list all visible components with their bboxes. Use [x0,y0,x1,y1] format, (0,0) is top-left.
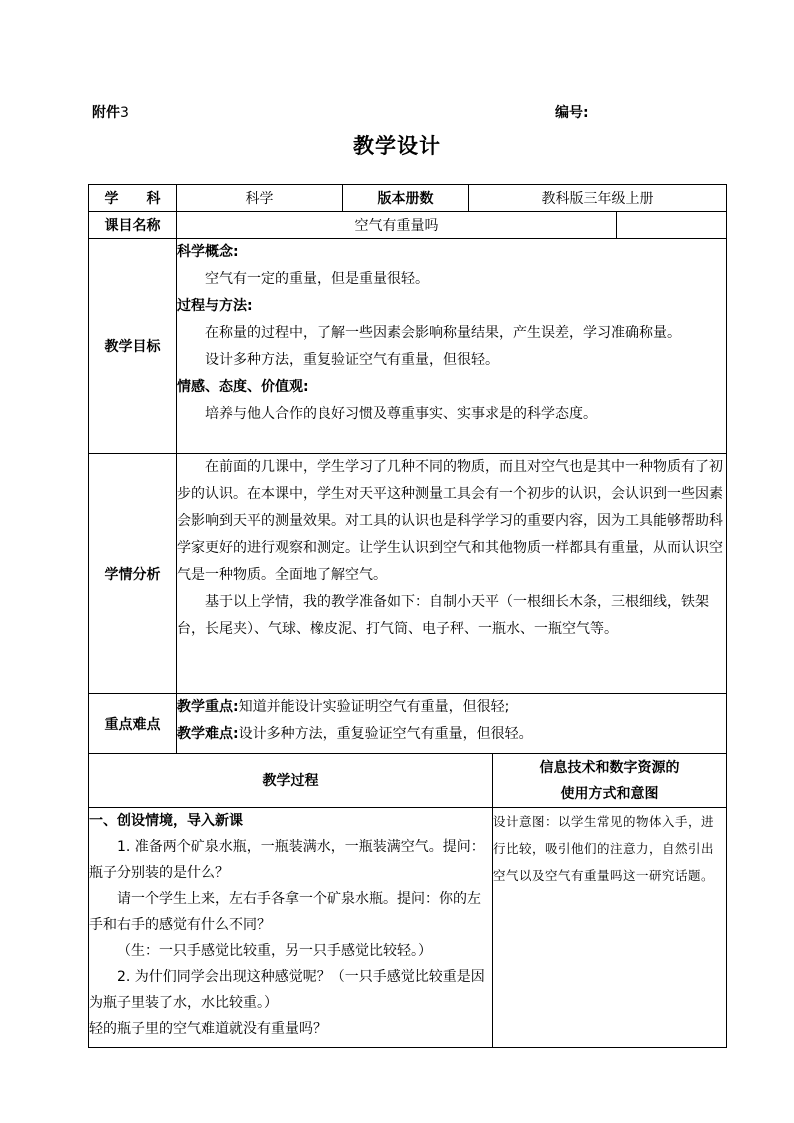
it-header-line-1: 信息技术和数字资源的 [539,759,680,776]
objectives-content [177,239,727,454]
keypoints-content [177,694,727,754]
process-text-2: 设计多种方法，重复验证空气有重量，但很轻。 [205,352,499,368]
course-extra-cell [617,212,727,239]
keypoints-label: 重点难点 [89,694,177,754]
key-text: 知道并能设计实验证明空气有重量，但很轻; [238,699,510,715]
keypoints-row [89,694,727,754]
attachment-number: 3 [120,105,129,121]
process-step-1: 1. 准备两个矿泉水瓶，一瓶装满水，一瓶装满空气。提问：瓶子分别装的是什么？ [89,839,485,881]
analysis-label: 学情分析 [89,454,177,694]
process-header-row [89,754,727,808]
analysis-paragraph-1: 在前面的几课中，学生学习了几种不同的物质，而且对空气也是其中一种物质有了初步的认识。在本课中，学生对天平这种测量工具会有一个初步的认识，会认识到一些因素会影响到天平的测量效果。对工具的认识也是科学学习的重要内容，因为工具能够帮助科学家更好的进行观察和测定。让学生认识到空气和其他物质一样都具有重量，从而认识空气是一种物质。全面地了解空气。 [177,459,723,583]
process-heading: 过程与方法: [177,298,253,314]
process-row [89,808,727,1048]
attitude-heading: 情感、态度、价值观: [177,379,309,395]
process-text-1: 在称量的过程中，了解一些因素会影响称量结果，产生误差，学习准确称量。 [205,325,681,341]
course-row [89,212,727,239]
process-content [89,808,493,1048]
edition-value: 教科版三年级上册 [469,185,727,212]
analysis-content [177,454,727,694]
process-header: 教学过程 [89,754,493,808]
key-heading: 教学重点: [177,699,239,715]
course-value: 空气有重量吗 [177,212,617,239]
process-step-1b: 请一个学生上来，左右手各拿一个矿泉水瓶。提问：你的左手和右手的感觉有什么不同？ [89,891,481,933]
process-step-3: 轻的瓶子里的空气难道就没有重量吗？ [89,1021,327,1037]
analysis-row [89,454,727,694]
process-step-2: 2. 为什们同学会出现这种感觉呢？（一只手感觉比较重是因为瓶子里装了水，水比较重。） [89,969,485,1011]
lesson-plan-table [88,184,727,1048]
objectives-row [89,239,727,454]
difficult-heading: 教学难点: [177,726,239,742]
concept-text: 空气有一定的重量，但是重量很轻。 [205,271,429,287]
analysis-paragraph-2: 基于以上学情，我的教学准备如下：自制小天平（一根细长木条，三根细线，铁架台，长尾夹）、气球、橡皮泥、打气筒、电子秤、一瓶水、一瓶空气等。 [177,594,709,637]
course-label: 课目名称 [89,212,177,239]
design-intent-note: 设计意图：以学生常见的物体入手，进行比较，吸引他们的注意力，自然引出空气以及空气有重量吗这一研究话题。 [493,808,727,1048]
edition-label: 版本册数 [343,185,469,212]
difficult-text: 设计多种方法，重复验证空气有重量，但很轻。 [238,726,533,742]
subject-value: 科学 [177,185,343,212]
concept-heading: 科学概念: [177,244,239,260]
document-title: 教学设计 [353,134,441,158]
process-step-1c: （生：一只手感觉比较重，另一只手感觉比较轻。） [117,943,432,959]
subject-label: 学 科 [89,185,177,212]
section-1-heading: 一、创设情境，导入新课 [89,813,243,829]
it-header-line-2: 使用方式和意图 [560,785,659,802]
attitude-text: 培养与他人合作的良好习惯及尊重事实、实事求是的科学态度。 [205,406,597,422]
serial-number-label: 编号: [555,105,589,121]
objectives-label: 教学目标 [89,239,177,454]
subject-row [89,185,727,212]
it-header [493,754,727,808]
attachment-label: 附件3 [92,105,129,121]
